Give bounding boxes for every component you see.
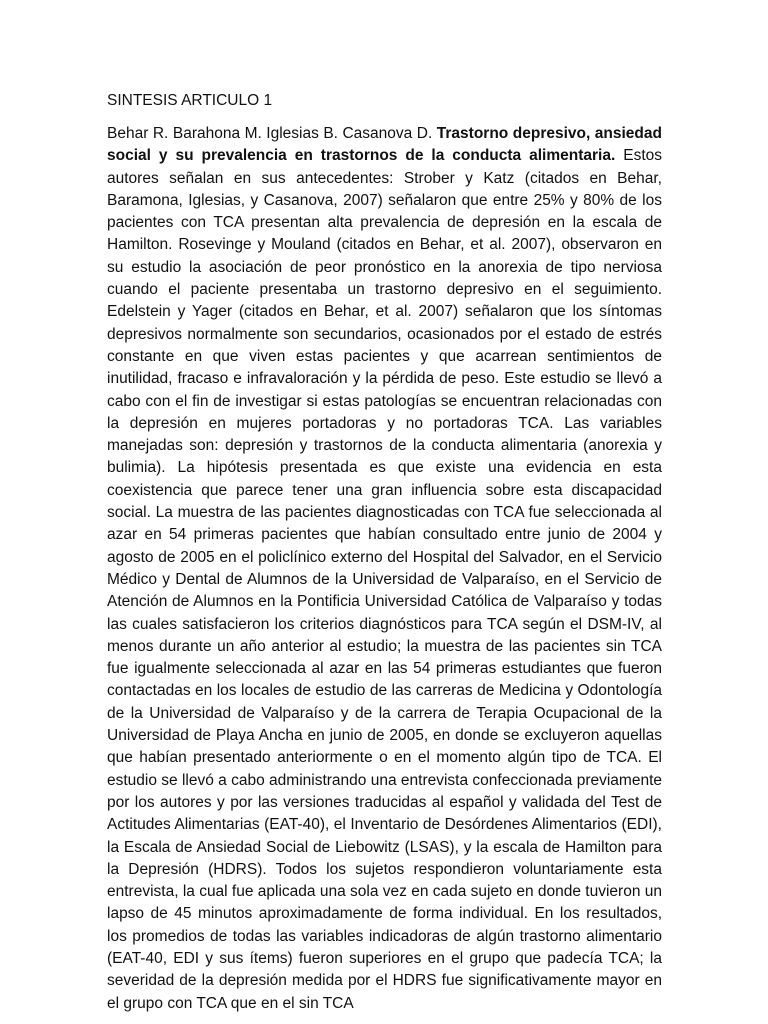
document-paragraph bbox=[107, 123, 662, 1015]
document-heading: SINTESIS ARTICULO 1 bbox=[107, 92, 273, 109]
article-title: Trastorno depresivo, ansiedad social y su prevalencia en trastornos de la conducta alimentaria. bbox=[107, 125, 662, 165]
citation-authors: Behar R. Barahona M. Iglesias B. Casanova D. bbox=[107, 125, 433, 142]
paragraph-body: Estos autores señalan en sus antecedentes: Strober y Katz (citados en Behar, Baramona, Iglesias, y Casanova, 2007) señalaron que entre 25% y 80% de los pacientes con TCA presentan alta prevalencia de depresión en la escala de Hamilton. Rosevinge y Mouland (citados en Behar, et al. 2007), observaron en su estudio la asociación de peor pronóstico en la anorexia de tipo nerviosa cuando el paciente presentaba un trastorno depresivo en el seguimiento. Edelstein y Yager (citados en Behar, et al. 2007) señalaron que los síntomas depresivos normalmente son secundarios, ocasionados por el estado de estrés constante en que viven estas pacientes y que acarrean sentimientos de inutilidad, fracaso e infravaloración y la pérdida de peso. Este estudio se llevó a cabo con el fin de investigar si estas patologías se encuentran relacionadas con la depresión en mujeres portadoras y no portadoras TCA. Las variables manejadas son: depresión y trastornos de la conducta alimentaria (anorexia y bulimia). La hipótesis presentada es que existe una evidencia en esta coexistencia que parece tener una gran influencia sobre esta discapacidad social. La muestra de las pacientes diagnosticadas con TCA fue seleccionada al azar en 54 primeras pacientes que habían consultado entre junio de 2004 y agosto de 2005 en el policlínico externo del Hospital del Salvador, en el Servicio Médico y Dental de Alumnos de la Universidad de Valparaíso, en el Servicio de Atención de Alumnos en la Pontificia Universidad Católica de Valparaíso y todas las cuales satisfacieron los criterios diagnósticos para TCA según el DSM-IV, al menos durante un año anterior al estudio; la muestra de las pacientes sin TCA fue igualmente seleccionada al azar en las 54 primeras estudiantes que fueron contactadas en los locales de estudio de las carreras de Medicina y Odontología de la Universidad de Valparaíso y de la carrera de Terapia Ocupacional de la Universidad de Playa Ancha en junio de 2005, en donde se excluyeron aquellas que habían presentado anteriormente o en el momento algún tipo de TCA. El estudio se llevó a cabo administrando una entrevista confeccionada previamente por los autores y por las versiones traducidas al español y validada del Test de Actitudes Alimentarias (EAT-40), el Inventario de Desórdenes Alimentarios (EDI), la Escala de Ansiedad Social de Liebowitz (LSAS), y la escala de Hamilton para la Depresión (HDRS). Todos los sujetos respondieron voluntariamente esta entrevista, la cual fue aplicada una sola vez en cada sujeto en donde tuvieron un lapso de 45 minutos aproximadamente de forma individual. En los resultados, los promedios de todas las variables indicadoras de algún trastorno alimentario (EAT-40, EDI y sus ítems) fueron superiores en el grupo que padecía TCA; la severidad de la depresión medida por el HDRS fue significativamente mayor en el grupo con TCA que en el sin TCA bbox=[107, 147, 662, 1012]
